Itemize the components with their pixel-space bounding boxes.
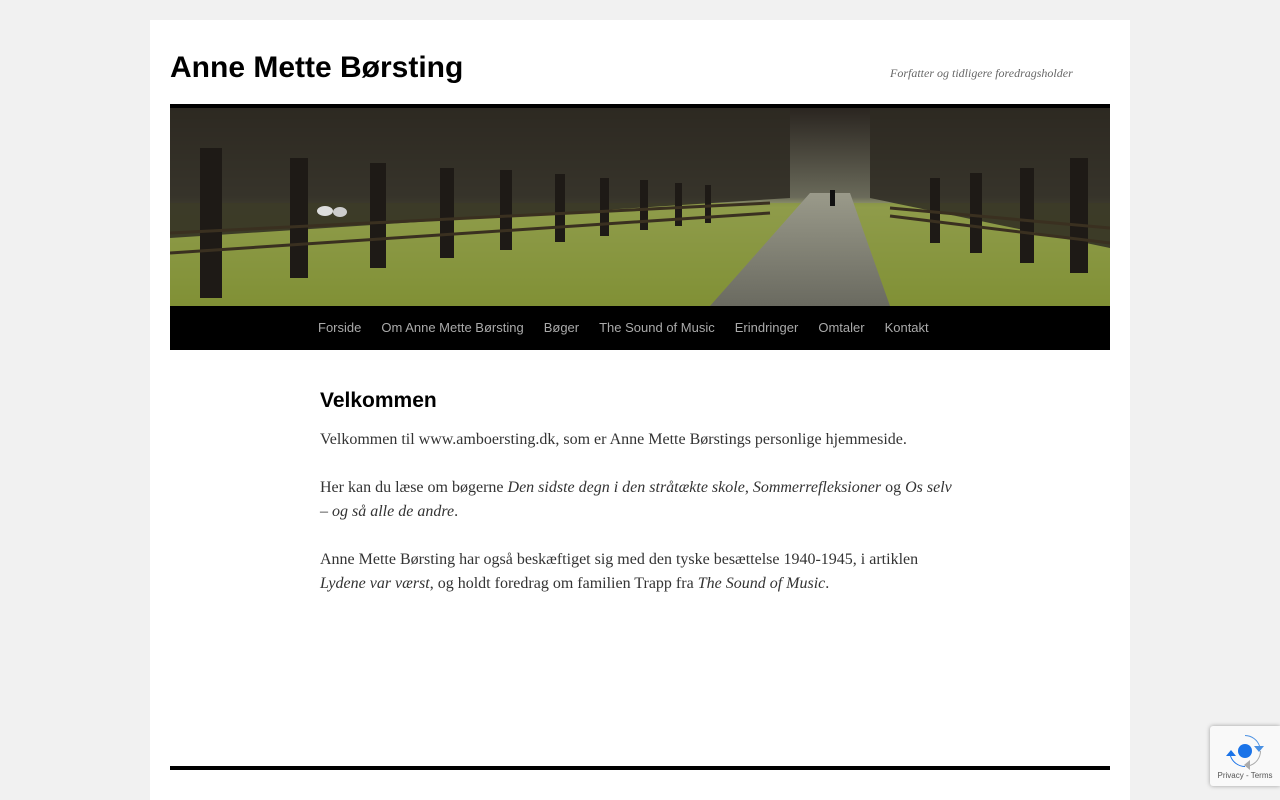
tree-avenue-illustration <box>170 108 1110 306</box>
nav-item-boger[interactable]: Bøger <box>543 320 580 335</box>
recaptcha-badge[interactable] <box>1210 726 1280 786</box>
nav-item-erindringer[interactable]: Erindringer <box>734 320 799 335</box>
occupation-text-2: , og holdt foredrag om familien Trapp fra <box>429 575 698 592</box>
nav-item-om-anne-mette-borsting[interactable]: Om Anne Mette Børsting <box>381 320 524 335</box>
footer-divider <box>170 766 1110 770</box>
books-text-3: og <box>881 479 906 496</box>
header-image <box>170 108 1110 306</box>
post-body <box>320 428 960 596</box>
sound-of-music-title: The Sound of Music <box>697 575 826 592</box>
nav-item-kontakt[interactable]: Kontakt <box>884 320 929 335</box>
post-content <box>320 388 960 620</box>
recaptcha-separator: - <box>1243 771 1251 780</box>
occupation-text-3: . <box>825 575 830 592</box>
nav-item-the-sound-of-music[interactable]: The Sound of Music <box>599 320 715 335</box>
welcome-paragraph: Velkommen til www.amboersting.dk, som er Anne Mette Børstings personlige hjemmeside. <box>320 431 907 448</box>
book-title-degn: Den sidste degn i den stråtækte skole <box>507 479 745 496</box>
recaptcha-terms-link[interactable]: Terms <box>1250 771 1273 780</box>
book-title-os-selv: Os selv – og så alle de andre <box>320 479 952 520</box>
books-text-2: , <box>744 479 753 496</box>
page-wrapper <box>150 20 1130 800</box>
site-title[interactable]: Anne Mette Børsting <box>170 51 464 84</box>
books-text-4: . <box>454 503 459 520</box>
recaptcha-icon <box>1226 732 1264 770</box>
occupation-text-1: Anne Mette Børsting har også beskæftiget sig med den tyske besættelse 1940-1945, i artiklen <box>320 551 919 568</box>
occupation-paragraph <box>320 548 960 596</box>
article-title-lydene: Lydene var værst <box>320 575 430 592</box>
site-description: Forfatter og tidligere foredragsholder <box>890 66 1073 80</box>
recaptcha-privacy-link[interactable]: Privacy <box>1217 771 1244 780</box>
recaptcha-links <box>1210 771 1280 780</box>
books-paragraph <box>320 476 960 524</box>
nav-item-omtaler[interactable]: Omtaler <box>818 320 865 335</box>
main-navigation <box>170 306 1110 350</box>
book-title-sommerrefleksioner: Sommerrefleksioner <box>752 479 882 496</box>
books-text-1: Her kan du læse om bøgerne <box>320 479 508 496</box>
nav-item-forside[interactable]: Forside <box>318 320 362 335</box>
post-title: Velkommen <box>320 389 437 412</box>
